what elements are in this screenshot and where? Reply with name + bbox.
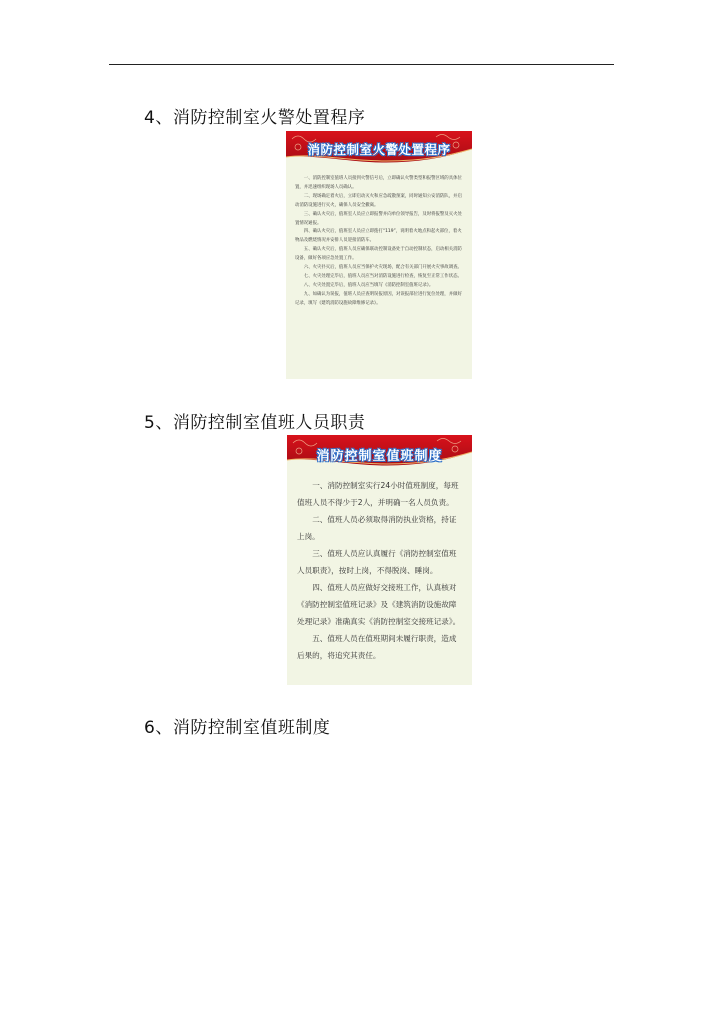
paragraph: 九、如确认为误报，值班人员应查明误报原因，对误报部位进行复位处理，并做好记录，填写《建筑消防设施故障维修记录》。 xyxy=(295,291,462,306)
paragraph: 二、值班人员必须取得消防执业资格，持证上岗。 xyxy=(297,515,457,541)
duty-staff-board xyxy=(287,435,472,685)
paragraph: 五、确认火灾后，值班人员应确保联动控制设备处于自动控制状态，启动相关消防设备，做好各项应急处置工作。 xyxy=(295,247,462,262)
paragraph: 六、火灾扑灭后，值班人员应当保护火灾现场，配合有关部门开展火灾事故调查。 xyxy=(303,265,462,271)
section-heading-5: 5、消防控制室值班人员职责 xyxy=(144,413,366,433)
board-title: 消防控制室值班制度 xyxy=(316,449,443,464)
board-body xyxy=(297,477,462,664)
header-rule xyxy=(109,64,614,65)
paragraph: 八、火灾处置完毕后，值班人员应当填写《消防控制室值班记录》。 xyxy=(303,282,434,288)
section-heading-4: 4、消防控制室火警处置程序 xyxy=(144,108,366,128)
fire-procedure-board xyxy=(286,131,472,379)
board-body xyxy=(295,175,465,309)
paragraph: 七、火灾处理完毕后，值班人员应当对消防设施进行检查，恢复至正常工作状态。 xyxy=(303,273,462,279)
paragraph: 一、消防控制室值班人员接到火警信号后，立即确认火警类型和报警区域的具体位置，并迅速组织现场人员确认。 xyxy=(295,176,462,190)
paragraph: 二、现场确定着火后，立即启动灭火和应急疏散预案，同时通知公安消防队，并启动消防设施进行灭火，确保人员安全撤离。 xyxy=(295,193,462,208)
paragraph: 五、值班人员在值班期间未履行职责，造成后果的，将追究其责任。 xyxy=(297,634,457,660)
paragraph: 三、值班人员应认真履行《消防控制室值班人员职责》，按时上岗，不得脱岗、睡岗。 xyxy=(297,549,457,575)
paragraph: 三、确认火灾后，值班室人员应立即报警并向单位领导报告，及时将报警及灭火处置情况通报。 xyxy=(295,211,462,226)
paragraph: 四、确认火灾后，值班室人员应立即拨打“119”，说明着火地点和起火部位，着火物品及燃烧情况并安排人员迎接消防车。 xyxy=(295,229,462,244)
board-title: 消防控制室火警处置程序 xyxy=(307,142,451,157)
section-heading-6: 6、消防控制室值班制度 xyxy=(144,718,331,738)
paragraph: 四、值班人员应做好交接班工作，认真核对《消防控制室值班记录》及《建筑消防设施故障处理记录》准确真实《消防控制室交接班记录》。 xyxy=(297,583,461,626)
paragraph: 一、消防控制室实行24小时值班制度，每班值班人员不得少于2人，并明确一名人员负责。 xyxy=(297,481,459,507)
